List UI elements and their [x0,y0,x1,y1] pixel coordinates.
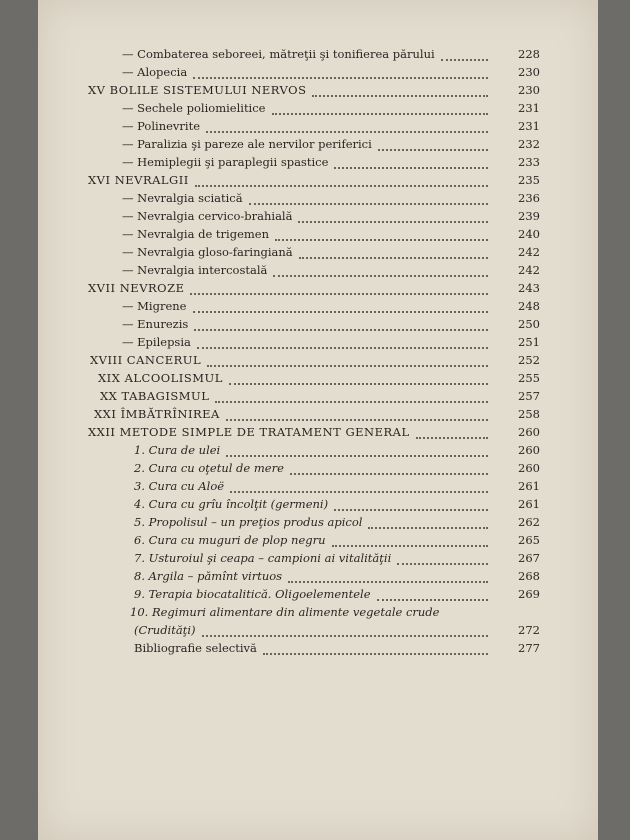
toc-entry-title: — Nevralgia de trigemen [122,227,270,241]
toc-entry [38,586,598,603]
toc-entry [38,118,598,135]
dot-leader [416,436,488,439]
dot-leader [441,58,488,61]
toc-entry [38,550,598,567]
toc-entry [38,298,598,315]
toc-entry-title: XIX ALCOOLISMUL [98,371,223,385]
dot-leader [334,508,488,511]
toc-entry-title: — Alopecia [122,65,188,79]
toc-chapter-entry [38,352,598,369]
dot-leader [229,382,488,385]
dot-leader [226,418,488,421]
dot-leader [202,634,489,637]
toc-page-number: 255 [518,371,540,385]
toc-entry-title: — Combaterea seboreei, mătreţii şi tonifierea părului [122,47,435,61]
toc-entry-title: — Hemiplegii şi paraplegii spastice [122,155,329,169]
toc-page-number: 231 [518,119,540,133]
toc-page-number: 248 [518,299,540,313]
toc-entry [38,460,598,477]
toc-entry-title: XXII METODE SIMPLE DE TRATAMENT GENERAL [88,425,410,439]
dot-leader [332,544,488,547]
dot-leader [273,274,488,277]
toc-chapter-entry [38,370,598,387]
toc-entry-title: XVI NEVRALGII [88,173,189,187]
toc-page-number: 230 [518,65,540,79]
toc-page-number: 250 [518,317,540,331]
toc-entry-title: — Migrene [122,299,187,313]
dot-leader [378,148,488,151]
toc-page-number: 235 [518,173,540,187]
toc-entry-title: (Crudităţi) [134,623,196,637]
toc-entry-title: XV BOLILE SISTEMULUI NERVOS [88,83,307,97]
dot-leader [197,346,488,349]
toc-entry [38,514,598,531]
toc-entry-title: — Polinevrite [122,119,201,133]
toc-page-number: 242 [518,263,540,277]
toc-entry [38,532,598,549]
toc-entry [38,478,598,495]
toc-entry-title: XX TABAGISMUL [100,389,210,403]
toc-entry-title: — Enurezis [122,317,189,331]
toc-entry-title: — Nevralgia cervico-brahială [122,209,293,223]
toc-entry [38,442,598,459]
toc-entry-title: XXI ÎMBĂTRÎNIREA [94,407,220,421]
toc-entry [38,46,598,63]
dot-leader [368,526,488,529]
toc-entry [38,568,598,585]
toc-page-number: 261 [518,479,540,493]
toc-entry-title: 9. Terapia biocatalitică. Oligoelementele [134,587,371,601]
dot-leader [207,364,488,367]
dot-leader [194,328,488,331]
toc-page-number: 251 [518,335,540,349]
dot-leader [298,220,488,223]
toc-page-number: 252 [518,353,540,367]
toc-entry-title: 4. Cura cu grîu încolţit (germeni) [134,497,329,511]
toc-page-number: 228 [518,47,540,61]
toc-chapter-entry [38,280,598,297]
toc-page-number: 261 [518,497,540,511]
toc-entry [38,100,598,117]
toc-page-number: 231 [518,101,540,115]
dot-leader [230,490,488,493]
toc-entry-title: — Nevralgia gloso-faringiană [122,245,293,259]
toc-entry-title: 8. Argila – pămînt virtuos [134,569,283,583]
toc-page-number: 242 [518,245,540,259]
toc-page-number: 232 [518,137,540,151]
dot-leader [397,562,488,565]
toc-page-number: 233 [518,155,540,169]
toc-chapter-entry [38,388,598,405]
dot-leader [215,400,488,403]
toc-entry-title: Bibliografie selectivă [134,641,257,655]
toc-entry-title: 3. Cura cu Aloë [134,479,225,493]
toc-page-number: 262 [518,515,540,529]
toc-entry-title: 6. Cura cu muguri de plop negru [134,533,326,547]
toc-entry [38,244,598,261]
toc-page-number: 230 [518,83,540,97]
dot-leader [299,256,488,259]
dot-leader [193,310,489,313]
toc-entry-title: 5. Propolisul – un preţios produs apicol [134,515,363,529]
dot-leader [334,166,488,169]
toc-entry [38,640,598,657]
dot-leader [193,76,488,79]
dot-leader [272,112,489,115]
toc-page-number: 269 [518,587,540,601]
toc-entry-title: — Nevralgia sciatică [122,191,243,205]
toc-entry-title: — Sechele poliomielitice [122,101,266,115]
dot-leader [312,94,488,97]
dot-leader [275,238,488,241]
toc-entry [38,136,598,153]
dot-leader [206,130,488,133]
toc-chapter-entry [38,406,598,423]
book-page [38,0,598,840]
dot-leader [226,454,488,457]
toc-entry [38,262,598,279]
toc-entry [38,190,598,207]
toc-chapter-entry [38,82,598,99]
toc-page-number: 272 [518,623,540,637]
toc-entry [38,64,598,81]
toc-entry [38,316,598,333]
toc-page-number: 268 [518,569,540,583]
toc-entry-title: — Paralizia şi pareze ale nervilor periferici [122,137,372,151]
toc-entry-title: 1. Cura de ulei [134,443,221,457]
toc-entry [38,496,598,513]
toc-page-number: 236 [518,191,540,205]
toc-page-number: 257 [518,389,540,403]
toc-entry-title: 7. Usturoiul şi ceapa – campioni ai vitalităţii [134,551,392,565]
toc-page-number: 260 [518,461,540,475]
toc-entry-title: XVII NEVROZE [88,281,185,295]
toc-chapter-entry [38,172,598,189]
toc-page-number: 243 [518,281,540,295]
dot-leader [288,580,488,583]
toc-entry [38,208,598,225]
toc-entry-title: 10. Regimuri alimentare din alimente vegetale crude [130,605,440,619]
toc-page-number: 258 [518,407,540,421]
toc-entry [38,334,598,351]
dot-leader [195,184,488,187]
toc-entry-title: — Epilepsia [122,335,191,349]
toc-entry [38,604,598,621]
toc-entry [38,622,598,639]
toc-page-number: 265 [518,533,540,547]
dot-leader [263,652,488,655]
toc-page-number: 267 [518,551,540,565]
dot-leader [249,202,488,205]
toc-entry-title: — Nevralgia intercostală [122,263,268,277]
toc-page-number: 277 [518,641,540,655]
toc-page-number: 240 [518,227,540,241]
toc-entry [38,154,598,171]
toc-entry [38,226,598,243]
toc-entry-title: XVIII CANCERUL [90,353,202,367]
toc-chapter-entry [38,424,598,441]
toc-page-number: 260 [518,425,540,439]
toc-entry-title: 2. Cura cu oţetul de mere [134,461,284,475]
dot-leader [290,472,488,475]
dot-leader [190,292,488,295]
toc-page-number: 260 [518,443,540,457]
toc-page-number: 239 [518,209,540,223]
dot-leader [377,598,488,601]
